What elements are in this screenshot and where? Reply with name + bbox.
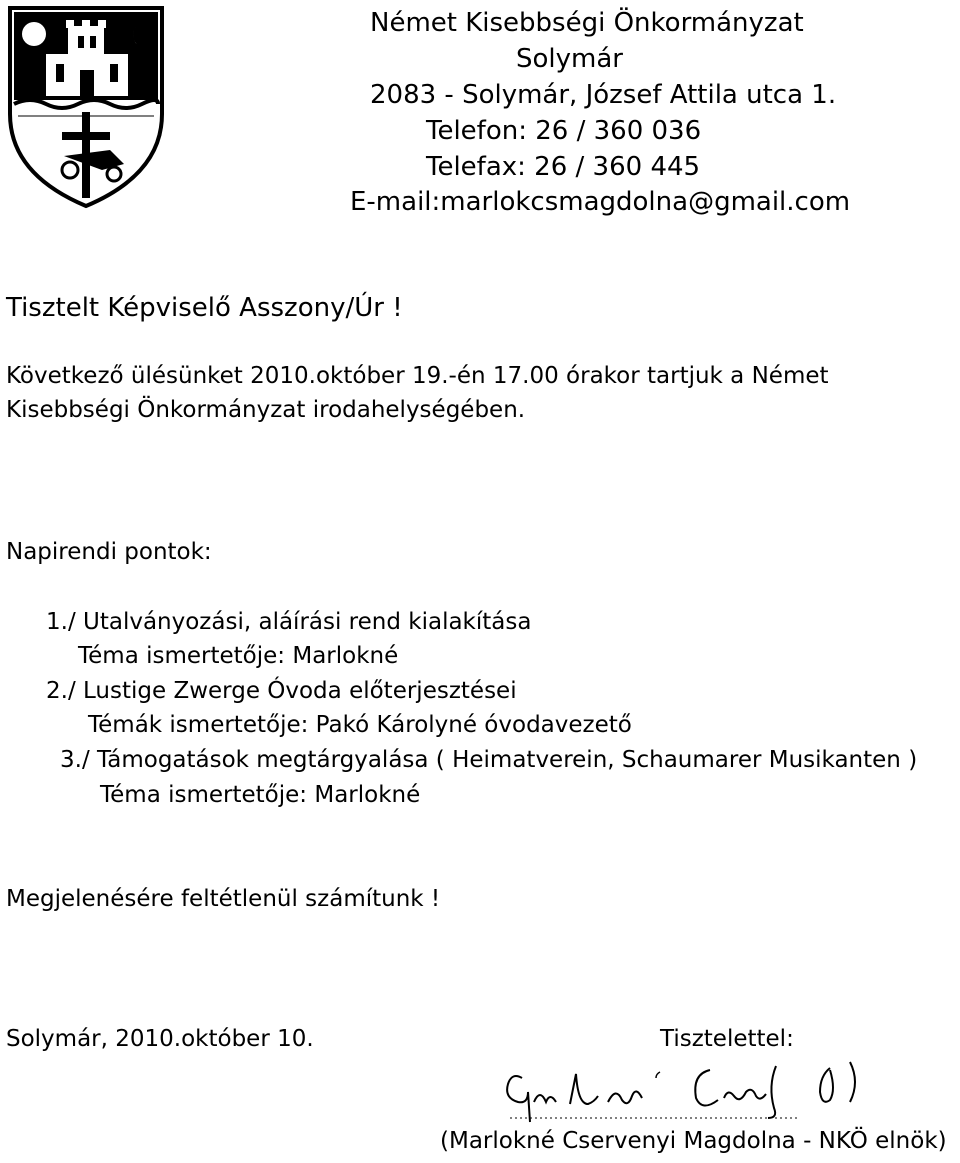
agenda-item-1-presenter: Téma ismertetője: Marlokné <box>78 643 399 669</box>
header-address: 2083 - Solymár, József Attila utca 1. <box>370 80 837 110</box>
header-phone: Telefon: 26 / 360 036 <box>426 116 702 146</box>
agenda-item-1: 1./ Utalványozási, aláírási rend kialakítása <box>46 609 532 635</box>
agenda-item-2: 2./ Lustige Zwerge Óvoda előterjesztései <box>46 678 517 704</box>
signer-name: (Marlokné Cservenyi Magdolna - NKÖ elnök) <box>440 1128 947 1154</box>
agenda-item-3: 3./ Támogatások megtárgyalása ( Heimatverein, Schaumarer Musikanten ) <box>60 747 918 773</box>
agenda-item-3-presenter: Téma ismertetője: Marlokné <box>100 782 421 808</box>
header-fax: Telefax: 26 / 360 445 <box>426 152 701 182</box>
handwritten-signature <box>500 1058 890 1128</box>
coat-of-arms-icon <box>6 4 166 210</box>
salutation: Tisztelt Képviselő Asszony/Úr ! <box>6 293 403 323</box>
header-org: Német Kisebbségi Önkormányzat <box>370 8 804 38</box>
header-email: E-mail:marlokcsmagdolna@gmail.com <box>350 187 851 217</box>
agenda-title: Napirendi pontok: <box>6 539 212 565</box>
regards: Tisztelettel: <box>660 1026 794 1052</box>
intro-line-1: Következő ülésünket 2010.október 19.-én 17.00 órakor tartjuk a Német <box>6 363 829 389</box>
intro-line-2: Kisebbségi Önkormányzat irodahelységében. <box>6 397 526 423</box>
header-city: Solymár <box>516 44 623 74</box>
agenda-item-2-presenter: Témák ismertetője: Pakó Károlyné óvodavezető <box>88 712 632 738</box>
closing-line: Megjelenésére feltétlenül számítunk ! <box>6 886 441 912</box>
place-date: Solymár, 2010.október 10. <box>6 1026 314 1052</box>
